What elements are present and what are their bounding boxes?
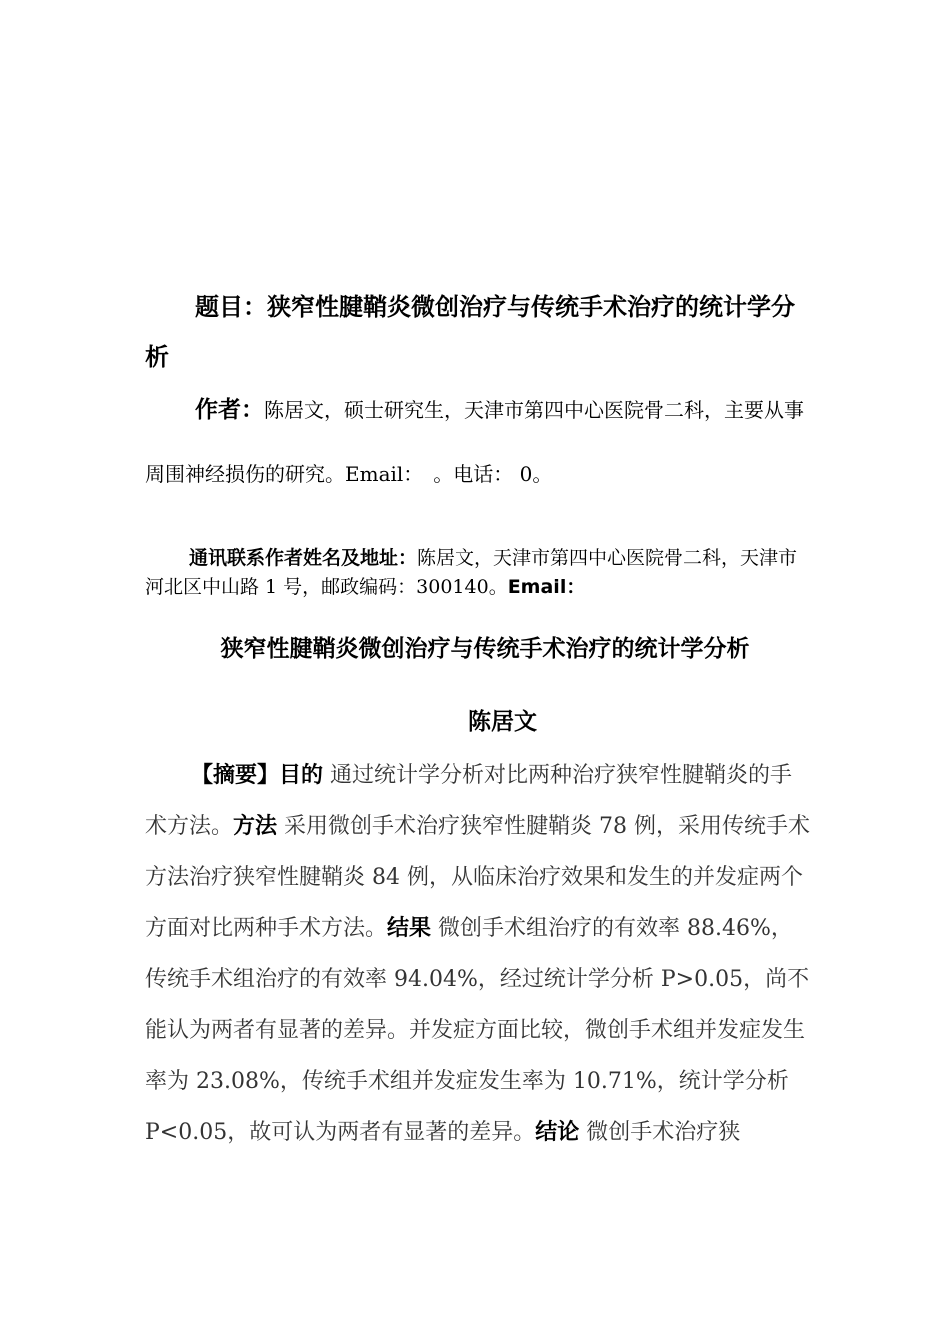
result-text: 微创手术组治疗的有效率 88.46%，传统手术组治疗的有效率 94.04%，经过统计学分析 P>0.05，尚不能认为两者有显著的差异。并发症方面比较，微创手术组并发症发生率为 23.08%，传统手术组并发症发生率为 10.71%，统计学分析 P<0.05，故可认为两者有显著的差异。 [145,916,810,1145]
result-label: 结果 [387,916,432,941]
contact-line [145,544,810,602]
purpose-label: 目的 [279,763,324,788]
author-line [145,378,810,506]
abstract-label: 【摘要】 [191,763,280,788]
method-text: 采用微创手术治疗狭窄性腱鞘炎 78 例，采用传统手术方法治疗狭窄性腱鞘炎 84 例，从临床治疗效果和发生的并发症两个方面对比两种手术方法。 [145,814,811,941]
article-author: 陈居文 [468,709,537,735]
title-line [145,282,810,382]
title-text: 狭窄性腱鞘炎微创治疗与传统手术治疗的统计学分析 [145,293,795,371]
title-label: 题目： [195,293,267,321]
article-title: 狭窄性腱鞘炎微创治疗与传统手术治疗的统计学分析 [220,636,750,662]
method-label: 方法 [233,814,278,839]
contact-text: 陈居文，天津市第四中心医院骨二科，天津市河北区中山路 1 号，邮政编码：300140。 [145,547,798,598]
purpose-text: 通过统计学分析对比两种治疗狭窄性腱鞘炎的手术方法。 [145,763,793,839]
author-label: 作者： [195,397,264,423]
abstract-paragraph [145,750,810,1158]
contact-label: 通讯联系作者姓名及地址： [189,547,418,569]
conclusion-label: 结论 [535,1120,580,1145]
author-text: 陈居文，硕士研究生，天津市第四中心医院骨二科，主要从事周围神经损伤的研究。Email： 。电话： 0。 [145,398,804,486]
contact-email-label: Email： [507,576,586,598]
conclusion-text: 微创手术治疗狭 [579,1120,741,1145]
